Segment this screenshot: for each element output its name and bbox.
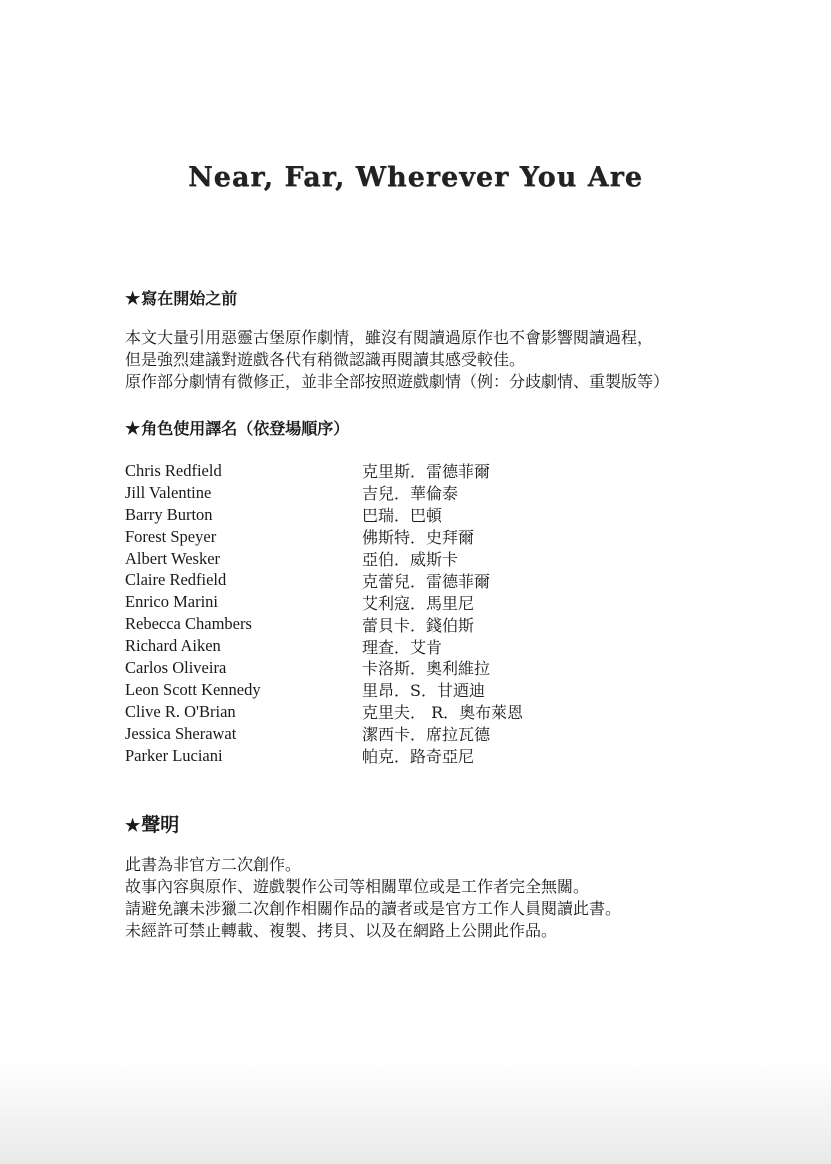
character-name-zh: 克里夫． R．奧布萊恩: [362, 703, 524, 723]
character-name-zh: 潔西卡．席拉瓦德: [362, 725, 491, 745]
characters-heading-text: 角色使用譯名（依登場順序）: [141, 419, 350, 438]
disclaimer-heading-text: 聲明: [141, 814, 180, 836]
disclaimer-line: 請避免讓未涉獵二次創作相關作品的讀者或是官方工作人員閱讀此書。: [125, 899, 622, 918]
character-name-zh: 克里斯．雷德菲爾: [362, 462, 491, 482]
preface-line: 本文大量引用惡靈古堡原作劇情，雖沒有閱讀過原作也不會影響閱讀過程，: [125, 328, 654, 347]
character-name-zh: 佛斯特．史拜爾: [362, 528, 475, 548]
character-name-en: Clive R. O'Brian: [125, 701, 236, 721]
character-name-zh: 亞伯．威斯卡: [362, 550, 459, 570]
character-row: [125, 548, 625, 570]
disclaimer-paragraph: [125, 854, 621, 942]
character-row: [125, 613, 625, 635]
character-row: [125, 701, 625, 723]
character-row: [125, 482, 625, 504]
character-name-en: Barry Burton: [125, 504, 213, 524]
character-name-en: Parker Luciani: [125, 745, 223, 765]
character-row: [125, 723, 625, 745]
page-title: Near, Far, Wherever You Are: [187, 162, 643, 193]
disclaimer-line: 未經許可禁止轉載、複製、拷貝、以及在網路上公開此作品。: [125, 921, 558, 940]
character-row: [125, 679, 625, 701]
character-row: [125, 526, 625, 548]
preface-heading-text: 寫在開始之前: [141, 289, 238, 308]
character-name-zh: 帕克．路奇亞尼: [362, 747, 475, 767]
character-name-zh: 蕾貝卡．錢伯斯: [362, 615, 475, 635]
character-name-en: Claire Redfield: [125, 570, 227, 590]
character-name-en: Albert Wesker: [125, 548, 221, 568]
disclaimer-heading: [125, 810, 179, 837]
star-icon: ★: [125, 289, 141, 309]
character-name-zh: 卡洛斯．奧利維拉: [362, 659, 491, 679]
character-name-en: Chris Redfield: [125, 460, 222, 480]
character-name-zh: 吉兒．華倫泰: [362, 484, 459, 504]
preface-paragraph: [125, 327, 669, 393]
characters-heading: [125, 416, 349, 439]
character-name-en: Jill Valentine: [125, 482, 212, 502]
character-name-zh: 克蕾兒．雷德菲爾: [362, 571, 491, 591]
preface-line: 但是強烈建議對遊戲各代有稍微認識再閱讀其感受較佳。: [125, 350, 526, 369]
character-row: [125, 504, 625, 526]
character-name-zh: 理查．艾肯: [362, 637, 443, 657]
character-name-en: Forest Speyer: [125, 526, 217, 546]
character-row: [125, 657, 625, 679]
character-row: [125, 635, 625, 657]
character-name-zh: 里昂．S．甘迺迪: [362, 681, 485, 701]
star-icon: ★: [125, 419, 141, 439]
character-row: [125, 745, 625, 767]
character-list: [125, 460, 625, 766]
character-name-en: Leon Scott Kennedy: [125, 679, 261, 699]
preface-line: 原作部分劇情有微修正，並非全部按照遊戲劇情（例：分歧劇情、重製版等）: [125, 372, 670, 391]
disclaimer-line: 故事內容與原作、遊戲製作公司等相關單位或是工作者完全無關。: [125, 877, 590, 896]
character-name-en: Enrico Marini: [125, 592, 219, 612]
character-row: [125, 569, 625, 591]
character-name-en: Carlos Oliveira: [125, 657, 227, 677]
character-name-zh: 巴瑞．巴頓: [362, 506, 443, 526]
character-name-en: Jessica Sherawat: [125, 723, 237, 743]
preface-heading: [125, 286, 237, 309]
star-icon: ★: [125, 816, 141, 836]
character-row: [125, 591, 625, 613]
character-name-en: Rebecca Chambers: [125, 614, 252, 634]
disclaimer-line: 此書為非官方二次創作。: [125, 855, 302, 874]
character-name-en: Richard Aiken: [125, 636, 221, 656]
character-name-zh: 艾利寇．馬里尼: [362, 593, 475, 613]
character-row: [125, 460, 625, 482]
